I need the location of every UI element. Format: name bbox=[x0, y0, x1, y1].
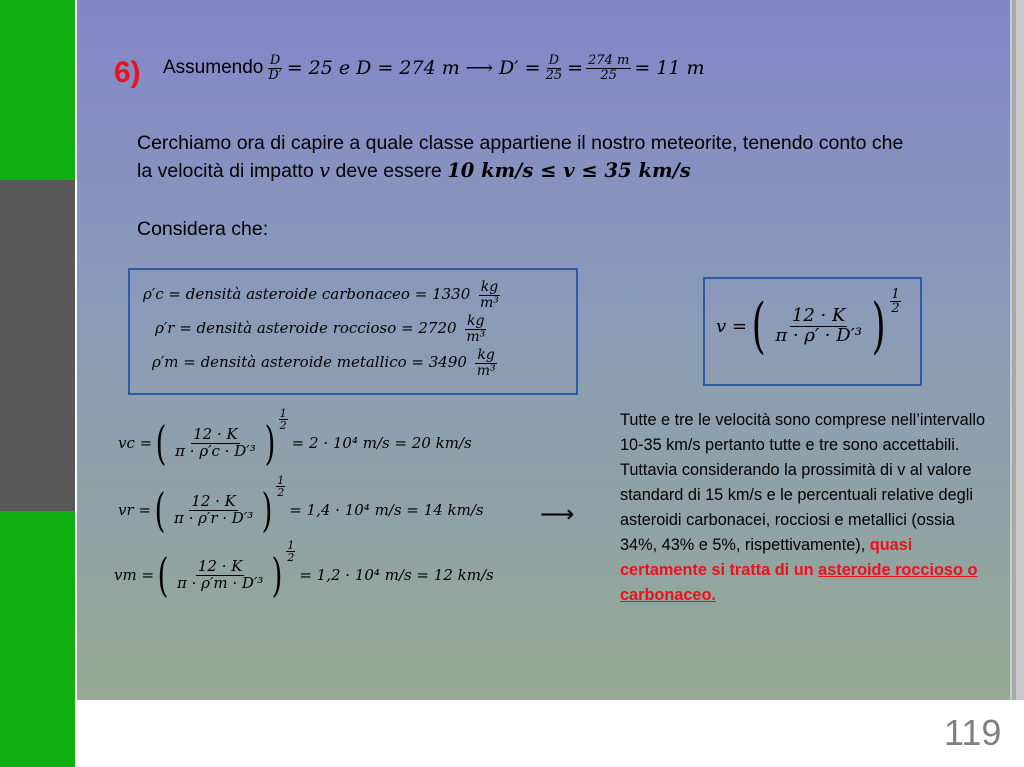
considera-label: Considera che: bbox=[137, 218, 269, 240]
velocity-carbonaceous-row: vc = ( $\frac{12 \cdot K}{\text{π · ρ′c · D′³}}$ ) $\frac{1}{2}$ = 2 · 10⁴ m/s = 20 km/s bbox=[118, 407, 472, 470]
intro-paragraph: Cerchiamo ora di capire a quale classe appartiene il nostro meteorite, tenendo conto che la velocità di impatto v deve essere 10 km/s ≤ v ≤ 35 km/s bbox=[137, 132, 904, 182]
left-gray-block bbox=[0, 180, 75, 511]
conclusion-highlight: quasi certamente si tratta di un bbox=[620, 536, 913, 579]
slide-step-number: 6) bbox=[114, 56, 141, 89]
right-edge-inner-bar bbox=[1012, 0, 1016, 700]
assumption-line bbox=[163, 54, 705, 82]
ratio-fraction: $\frac{D}{D'}$ bbox=[268, 53, 282, 83]
density-rocky: ρ′r = densità asteroide roccioso = 2720 $\frac{kg}{\text{m³}}$ bbox=[155, 313, 486, 345]
page-number: 119 bbox=[944, 712, 1002, 753]
assumption-result: = 11 m bbox=[634, 57, 705, 80]
274-over-25-fraction: $\frac{274 m}{25}$ bbox=[588, 53, 630, 83]
velocity-metallic-row: vm = ( $\frac{12 \cdot K}{\text{π · ρ′m · D′³}}$ ) $\frac{1}{2}$ = 1,2 · 10⁴ m/s = 12 km/s bbox=[114, 539, 494, 602]
velocity-condition: 10 km/s ≤ v ≤ 35 km/s bbox=[447, 159, 691, 182]
right-arrow-icon: ⟶ bbox=[540, 501, 575, 528]
velocity-rocky-row: vr = ( $\frac{12 \cdot K}{\text{π · ρ′r · D′³}}$ ) $\frac{1}{2}$ = 1,4 · 10⁴ m/s = 14 km/s bbox=[118, 474, 484, 537]
assumption-lead: Assumendo bbox=[163, 57, 264, 79]
density-metallic: ρ′m = densità asteroide metallico = 3490 $\frac{kg}{\text{m³}}$ bbox=[152, 347, 496, 379]
conclusion-text: Tutte e tre le velocità sono comprese nell’intervallo 10-35 km/s pertanto tutte e tre sono accettabili. Tuttavia considerando la prossimità di v al valore standard di 15 km/s e le percentuali relative degli asteroidi carbonacei, rocciosi e metallici (ossia 34%, 43% e 5%, rispettivamente), quasi certamente si tratta di un asteroide roccioso o carbonaceo. bbox=[620, 411, 986, 604]
conclusion-underlined: asteroide roccioso o carbonaceo. bbox=[620, 561, 978, 604]
velocity-formula: v = ( $\frac{12 \cdot K}{\text{π · ρ′ · D′³}}$ ) 1 2 bbox=[716, 287, 900, 361]
d-over-25-fraction: $\frac{D}{25}$ bbox=[545, 53, 563, 83]
density-carbonaceous: ρ′c = densità asteroide carbonaceo = 1330 $\frac{kg}{\text{m³}}$ bbox=[143, 279, 499, 311]
assumption-equation-1: = 25 e D = 274 m ⟶ D′ = bbox=[286, 57, 541, 80]
assumption-equals: = bbox=[567, 57, 584, 80]
